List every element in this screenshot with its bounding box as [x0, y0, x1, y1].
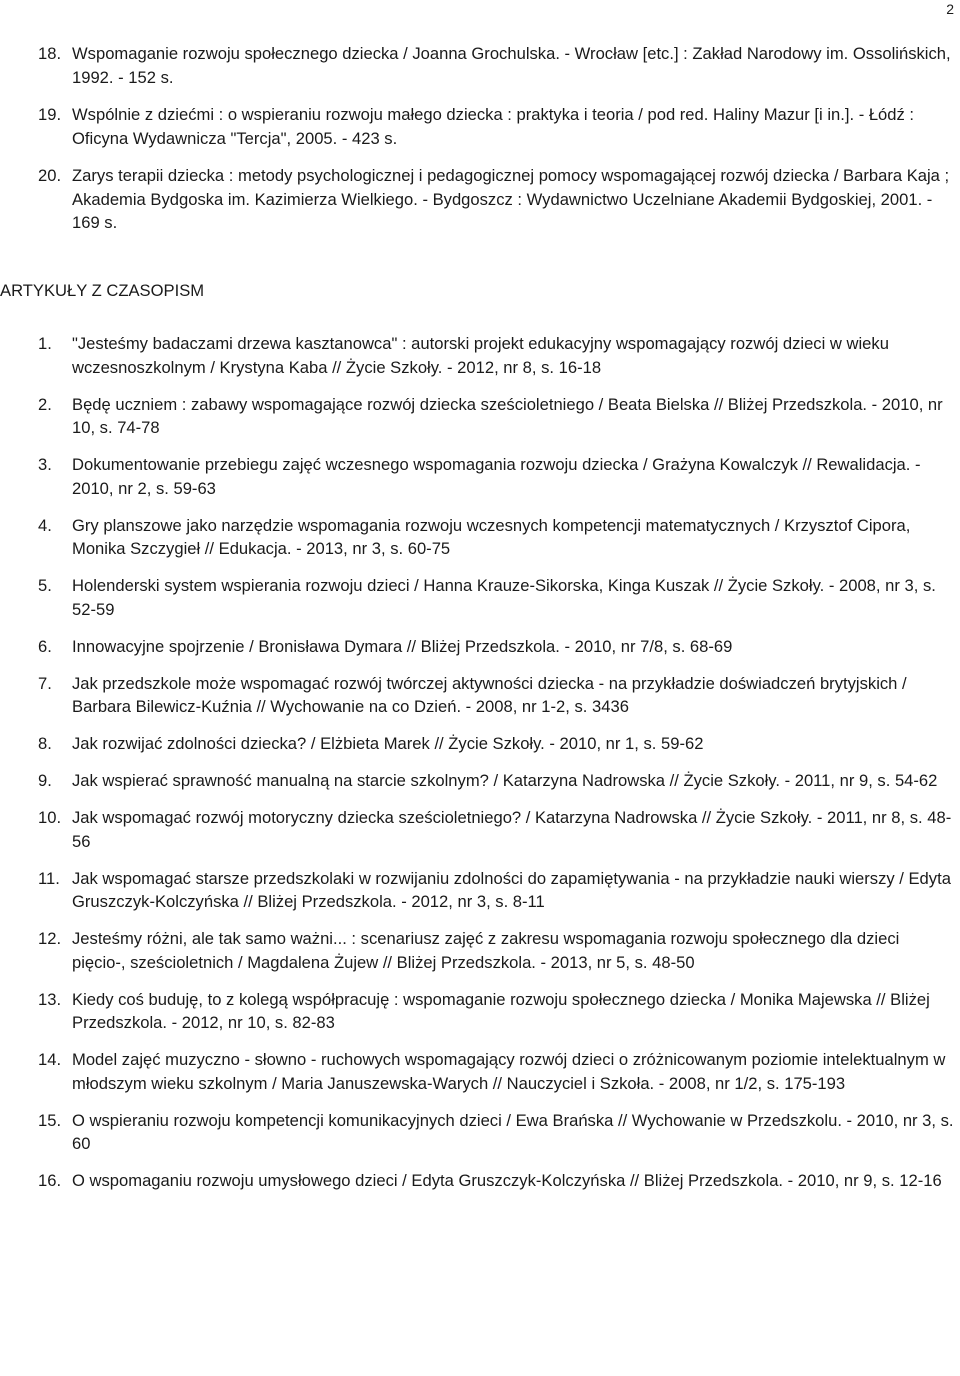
item-text: Jak wspomagać starsze przedszkolaki w rozwijaniu zdolności do zapamiętywania - na przykładzie nauki wierszy / Edyta Gruszczyk-Kolczyńska // Bliżej Przedszkola. - 2012, nr 3, s. 8-11 — [72, 868, 951, 911]
list-item — [38, 332, 956, 379]
list-item — [38, 1169, 956, 1193]
item-number: 4. — [38, 515, 52, 535]
item-text: O wspieraniu rozwoju kompetencji komunikacyjnych dzieci / Ewa Brańska // Wychowanie w Przedszkolu. - 2010, nr 3, s. 60 — [72, 1110, 954, 1153]
page-number: 2 — [946, 1, 954, 17]
item-number: 11. — [38, 868, 60, 888]
list-item — [38, 453, 956, 500]
articles-list — [38, 332, 956, 1193]
item-text: Innowacyjne spojrzenie / Bronisława Dymara // Bliżej Przedszkola. - 2010, nr 7/8, s. 68-69 — [72, 636, 733, 656]
item-text: Zarys terapii dziecka : metody psychologicznej i pedagogicznej pomocy wspomagającej rozwój dziecka / Barbara Kaja ; Akademia Bydgoska im. Kazimierza Wielkiego. - Bydgoszcz : Wydawnictwo Uczelniane Akademii Bydgoskiej, 2001. - 169 s. — [72, 166, 950, 232]
list-item — [38, 574, 956, 621]
list-item — [38, 635, 956, 659]
item-number: 14. — [38, 1050, 62, 1069]
list-item — [38, 42, 956, 89]
bibliography — [0, 42, 956, 1206]
item-number: 2. — [38, 394, 52, 414]
item-number: 13. — [38, 989, 62, 1009]
list-item — [38, 103, 956, 150]
item-text: Jak wspierać sprawność manualną na starcie szkolnym? / Katarzyna Nadrowska // Życie Szkoły. - 2011, nr 9, s. 54-62 — [72, 771, 938, 790]
section-heading-text: ARTYKUŁY Z CZASOPISM — [0, 280, 205, 300]
item-text: Wspólnie z dziećmi : o wspieraniu rozwoju małego dziecka : praktyka i teoria / pod red. Haliny Mazur [i in.]. - Łódź : Oficyna Wydawnicza "Tercja", 2005. - 423 s. — [72, 105, 915, 148]
list-item — [38, 806, 956, 853]
item-number: 5. — [38, 576, 52, 595]
list-item — [38, 393, 956, 440]
item-text: Będę uczniem : zabawy wspomagające rozwój dziecka sześcioletniego / Beata Bielska // Bliżej Przedszkola. - 2010, nr 10, s. 74-78 — [72, 394, 943, 437]
item-text: Jak rozwijać zdolności dziecka? / Elżbieta Marek // Życie Szkoły. - 2010, nr 1, s. 59-62 — [72, 734, 704, 753]
item-text: Wspomaganie rozwoju społecznego dziecka / Joanna Grochulska. - Wrocław [etc.] : Zakład Narodowy im. Ossolińskich, 1992. - 152 s. — [72, 44, 951, 87]
list-item — [38, 867, 956, 914]
list-item — [38, 164, 956, 235]
item-text: Jak wspomagać rozwój motoryczny dziecka sześcioletniego? / Katarzyna Nadrowska // Życie Szkoły. - 2011, nr 8, s. 48-56 — [72, 808, 952, 851]
list-item — [38, 732, 956, 756]
item-text: Jak przedszkole może wspomagać rozwój twórczej aktywności dziecka - na przykładzie doświadczeń brytyjskich / Barbara Bilewicz-Kuźnia // Wychowanie na co Dzień. - 2008, nr 1-2, s. 3436 — [72, 673, 907, 716]
list-item — [38, 672, 956, 719]
item-number: 10. — [38, 808, 62, 827]
item-text: Gry planszowe jako narzędzie wspomagania rozwoju wczesnych kompetencji matematycznych / Krzysztof Cipora, Monika Szczygieł // Edukacja. - 2013, nr 3, s. 60-75 — [72, 515, 911, 558]
item-number: 9. — [38, 771, 52, 790]
list-item — [38, 1109, 956, 1156]
list-item — [38, 1048, 956, 1095]
item-number: 6. — [38, 636, 52, 656]
item-text: Jesteśmy różni, ale tak samo ważni... : scenariusz zajęć z zakresu wspomagania rozwoju społecznego dla dzieci pięcio-, sześcioletnich / Magdalena Żujew // Bliżej Przedszkola. - 2013, nr 5, s. 48-50 — [72, 929, 900, 972]
item-number: 16. — [38, 1171, 62, 1190]
item-text: "Jesteśmy badaczami drzewa kasztanowca" : autorski projekt edukacyjny wspomagający rozwój dzieci w wieku wczesnoszkolnym / Krystyna Kaba // Życie Szkoły. - 2012, nr 8, s. 16-18 — [72, 334, 889, 377]
item-number: 18. — [38, 44, 62, 63]
item-text: O wspomaganiu rozwoju umysłowego dzieci / Edyta Gruszczyk-Kolczyńska // Bliżej Przedszkola. - 2010, nr 9, s. 12-16 — [72, 1171, 942, 1190]
list-item — [38, 769, 956, 793]
item-number: 15. — [38, 1110, 62, 1130]
list-item — [38, 927, 956, 974]
item-text: Holenderski system wspierania rozwoju dzieci / Hanna Krauze-Sikorska, Kinga Kuszak // Życie Szkoły. - 2008, nr 3, s. 52-59 — [72, 576, 936, 619]
item-number: 8. — [38, 734, 52, 753]
item-number: 19. — [38, 105, 62, 124]
item-number: 20. — [38, 166, 62, 185]
list-item — [38, 514, 956, 561]
list-item — [38, 988, 956, 1035]
books-list — [38, 42, 956, 235]
item-text: Model zajęć muzyczno - słowno - ruchowych wspomagający rozwój dzieci o zróżnicowanym poziomie intelektualnym w młodszym wieku szkolnym / Maria Januszewska-Warych // Nauczyciel i Szkoła. - 2008, nr 1/2, s. 175-193 — [72, 1050, 946, 1093]
item-number: 12. — [38, 929, 62, 948]
item-number: 3. — [38, 455, 52, 474]
section-heading — [0, 279, 956, 303]
item-text: Kiedy coś buduję, to z kolegą współpracuję : wspomaganie rozwoju społecznego dziecka / Monika Majewska // Bliżej Przedszkola. - 2012, nr 10, s. 82-83 — [72, 989, 930, 1032]
item-text: Dokumentowanie przebiegu zajęć wczesnego wspomagania rozwoju dziecka / Grażyna Kowalczyk // Rewalidacja. - 2010, nr 2, s. 59-63 — [72, 455, 921, 498]
item-number: 1. — [38, 334, 52, 353]
item-number: 7. — [38, 673, 52, 693]
